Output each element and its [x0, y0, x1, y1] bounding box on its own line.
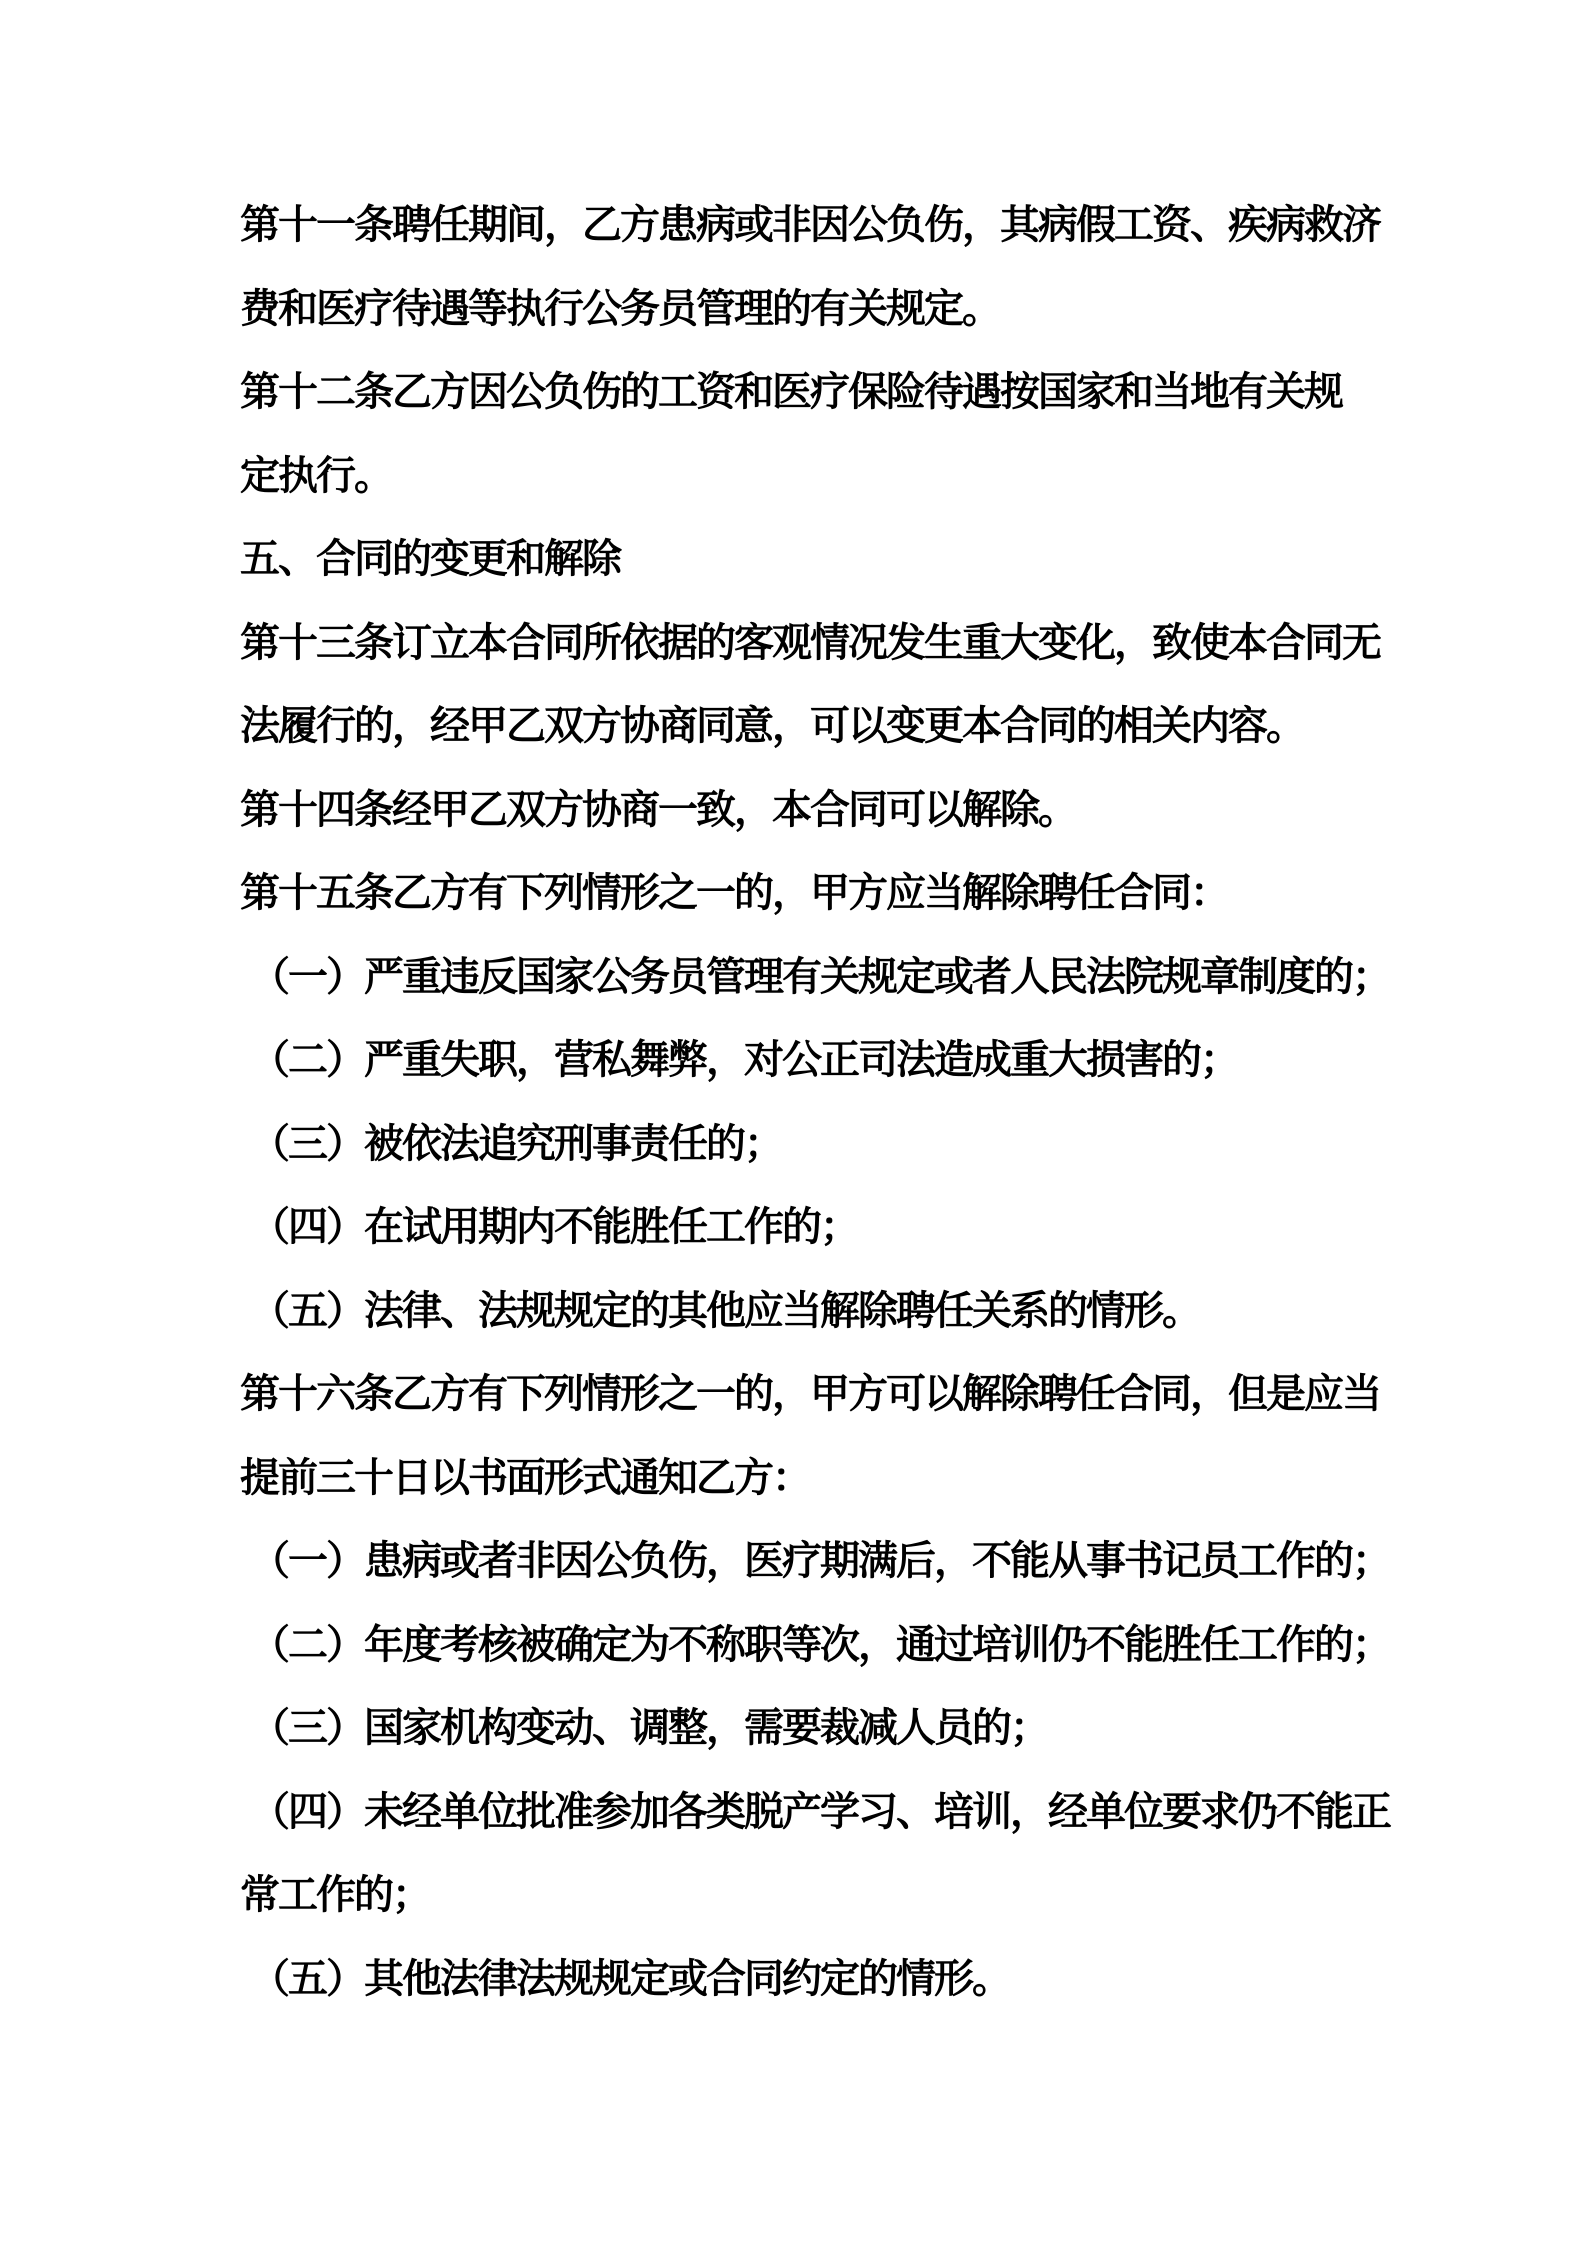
text-line: 定执行。 — [240, 453, 392, 498]
text-line: 费和医疗待遇等执行公务员管理的有关规定。 — [240, 286, 1000, 331]
text-line: 常工作的； — [240, 1873, 430, 1917]
text-line: （三）国家机构变动、调整，需要裁减人员的； — [250, 1706, 1048, 1750]
text-line: 第十三条订立本合同所依据的客观情况发生重大变化，致使本合同无 — [240, 620, 1380, 665]
text-line: 第十六条乙方有下列情形之一的，甲方可以解除聘任合同，但是应当 — [240, 1372, 1380, 1416]
text-line: （五）法律、法规规定的其他应当解除聘任关系的情形。 — [250, 1288, 1200, 1333]
text-line: （二）严重失职，营私舞弊，对公正司法造成重大损害的； — [250, 1038, 1238, 1082]
text-line: 第十四条经甲乙双方协商一致，本合同可以解除。 — [240, 787, 1076, 832]
text-line: 第十一条聘任期间，乙方患病或非因公负伤，其病假工资、疾病救济 — [240, 203, 1380, 247]
text-line: （五）其他法律法规规定或合同约定的情形。 — [250, 1956, 1010, 2001]
text-line: （四）未经单位批准参加各类脱产学习、培训，经单位要求仍不能正 — [250, 1789, 1390, 1834]
text-line: （四）在试用期内不能胜任工作的； — [250, 1205, 858, 1249]
text-line: （二）年度考核被确定为不称职等次，通过培训仍不能胜任工作的； — [250, 1622, 1390, 1667]
document-text-block — [240, 184, 1466, 2021]
text-line: 法履行的，经甲乙双方协商同意，可以变更本合同的相关内容。 — [240, 704, 1304, 748]
text-line: 提前三十日以书面形式通知乙方： — [240, 1455, 810, 1500]
text-line: 第十五条乙方有下列情形之一的，甲方应当解除聘任合同： — [240, 871, 1228, 915]
text-line: 第十二条乙方因公负伤的工资和医疗保险待遇按国家和当地有关规 — [240, 370, 1342, 414]
text-line: 五、合同的变更和解除 — [240, 537, 620, 581]
text-line: （一）严重违反国家公务员管理有关规定或者人民法院规章制度的； — [250, 954, 1390, 999]
text-line: （三）被依法追究刑事责任的； — [250, 1121, 782, 1166]
text-line: （一）患病或者非因公负伤，医疗期满后，不能从事书记员工作的； — [250, 1539, 1390, 1583]
